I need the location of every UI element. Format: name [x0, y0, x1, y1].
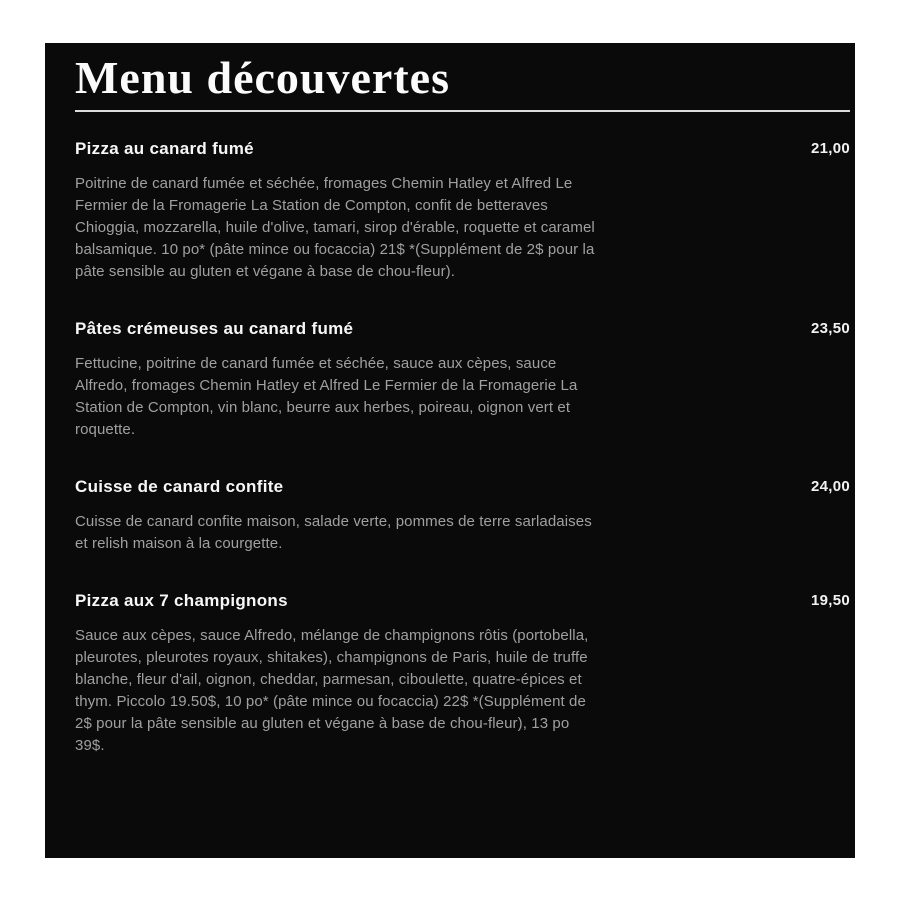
menu-item-price: 24,00: [810, 478, 850, 495]
menu-item-description: Fettucine, poitrine de canard fumée et séchée, sauce aux cèpes, sauce Alfredo, fromages Chemin Hatley et Alfred Le Fermier de la Fromagerie La Station de Compton, vin blanc, beurre aux herbes, poireau, oignon vert et roquette.: [75, 355, 578, 438]
menu-item-description: Sauce aux cèpes, sauce Alfredo, mélange de champignons rôtis (portobella, pleurotes, pleurotes royaux, shitakes), champignons de Paris, huile de truffe blanche, fleur d'ail, oignon, cheddar, parmesan, ciboulette, quatre-épices et thym. Piccolo 19.50$, 10 po* (pâte mince ou focaccia) 22$ *(Supplément de 2$ pour la pâte sensible au gluten et végane à base de chou-fleur), 13 po 39$.: [75, 627, 589, 754]
page-title: Menu découvertes: [75, 53, 850, 112]
menu-item-name: Pizza aux 7 champignons: [75, 591, 288, 610]
menu-item-price: 19,50: [810, 592, 850, 609]
menu-item-header: [75, 139, 850, 159]
menu-item-price: 21,00: [810, 140, 850, 157]
menu-item-name: Pizza au canard fumé: [75, 139, 254, 158]
menu-item: [75, 477, 850, 555]
menu-item-name: Cuisse de canard confite: [75, 477, 284, 496]
menu-item-description: Cuisse de canard confite maison, salade verte, pommes de terre sarladaises et relish maison à la courgette.: [75, 513, 592, 552]
menu-item-header: [75, 477, 850, 497]
menu-item-header: [75, 591, 850, 611]
menu-item-name: Pâtes crémeuses au canard fumé: [75, 319, 354, 338]
menu-panel: [45, 43, 855, 858]
menu-item-description: Poitrine de canard fumée et séchée, fromages Chemin Hatley et Alfred Le Fermier de la Fromagerie La Station de Compton, confit de betteraves Chioggia, mozzarella, huile d'olive, tamari, sirop d'érable, roquette et caramel balsamique. 10 po* (pâte mince ou focaccia) 21$ *(Supplément de 2$ pour la pâte sensible au gluten et végane à base de chou-fleur).: [75, 175, 595, 280]
menu-item: [75, 139, 850, 283]
menu-item: [75, 319, 850, 441]
menu-item-header: [75, 319, 850, 339]
menu-item: [75, 591, 850, 757]
menu-item-price: 23,50: [810, 320, 850, 337]
